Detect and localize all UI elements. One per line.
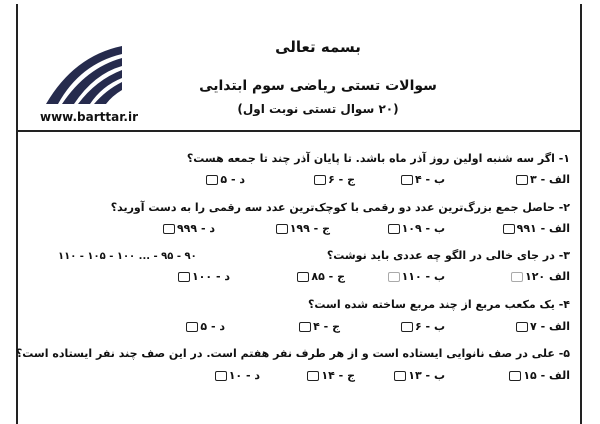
checkbox-icon[interactable] [299, 322, 311, 332]
site-url[interactable]: www.barttar.ir [40, 110, 139, 124]
q1-option-c[interactable]: ج - ۶ [312, 173, 355, 186]
question-4: ۴- یک مکعب مربع از چند مربع ساخته شده است؟ [308, 298, 570, 311]
q5-option-b[interactable]: ب - ۱۳ [392, 369, 445, 382]
number-sequence: ۱۱۰ - ۱۰۵ - ۱۰۰ ... - ۹۵ - ۹۰ [58, 251, 197, 262]
checkbox-icon[interactable] [215, 371, 227, 381]
checkbox-icon[interactable] [276, 224, 288, 234]
q2-option-a[interactable]: الف - ۹۹۱ [501, 222, 570, 235]
checkbox-icon[interactable] [516, 175, 528, 185]
checkbox-icon[interactable] [388, 224, 400, 234]
checkbox-icon[interactable] [511, 272, 523, 282]
checkbox-icon[interactable] [401, 322, 413, 332]
q5-option-a[interactable]: الف - ۱۵ [507, 369, 570, 382]
page-title: بسمه تعالی [275, 38, 361, 56]
checkbox-icon[interactable] [206, 175, 218, 185]
checkbox-icon[interactable] [509, 371, 521, 381]
barttar-logo-icon [36, 42, 126, 106]
question-2: ۲- حاصل جمع بزرگ‌ترین عدد دو رقمی با کوچک‌ترین عدد سه رقمی را به دست آورید؟ [110, 201, 570, 214]
q3-option-c[interactable]: ج - ۸۵ [295, 270, 345, 283]
header [18, 4, 580, 132]
checkbox-icon[interactable] [516, 322, 528, 332]
q1-option-b[interactable]: ب - ۴ [399, 173, 445, 186]
checkbox-icon[interactable] [163, 224, 175, 234]
q4-option-d[interactable]: د - ۵ [184, 320, 225, 333]
checkbox-icon[interactable] [186, 322, 198, 332]
checkbox-icon[interactable] [394, 371, 406, 381]
q5-option-d[interactable]: د - ۱۰ [213, 369, 260, 382]
q2-option-d[interactable]: د - ۹۹۹ [161, 222, 215, 235]
checkbox-icon[interactable] [503, 224, 515, 234]
checkbox-icon[interactable] [401, 175, 413, 185]
q4-option-b[interactable]: ب - ۶ [399, 320, 445, 333]
exam-note: (۲۰ سوال تستی نوبت اول) [237, 102, 399, 116]
q4-option-a[interactable]: الف - ۷ [514, 320, 570, 333]
checkbox-icon[interactable] [388, 272, 400, 282]
checkbox-icon[interactable] [307, 371, 319, 381]
q4-option-c[interactable]: ج - ۴ [297, 320, 340, 333]
q3-option-a[interactable]: الف ۱۲۰ [509, 270, 570, 283]
checkbox-icon[interactable] [297, 272, 309, 282]
checkbox-icon[interactable] [178, 272, 190, 282]
checkbox-icon[interactable] [314, 175, 326, 185]
q3-option-d[interactable]: د - ۱۰۰ [176, 270, 230, 283]
q5-option-c[interactable]: ج - ۱۴ [305, 369, 355, 382]
question-5: ۵- علی در صف نانوایی ایستاده است و از هر طرف نفر هفتم است. در این صف چند نفر ایستاده است؟ [15, 347, 570, 360]
question-1: ۱- اگر سه شنبه اولین روز آذر ماه باشد. تا پایان آذر چند تا جمعه هست؟ [186, 152, 570, 165]
q1-option-d[interactable]: د - ۵ [204, 173, 245, 186]
question-3: ۳- در جای خالی در الگو چه عددی باید نوشت؟ [326, 249, 570, 262]
q1-option-a[interactable]: الف - ۳ [514, 173, 570, 186]
exam-subtitle: سوالات تستی ریاضی سوم ابتدایی [199, 78, 437, 94]
q2-option-b[interactable]: ب - ۱۰۹ [386, 222, 445, 235]
q3-option-b[interactable]: ب - ۱۱۰ [386, 270, 445, 283]
header-divider [18, 130, 580, 132]
q2-option-c[interactable]: ج - ۱۹۹ [274, 222, 330, 235]
